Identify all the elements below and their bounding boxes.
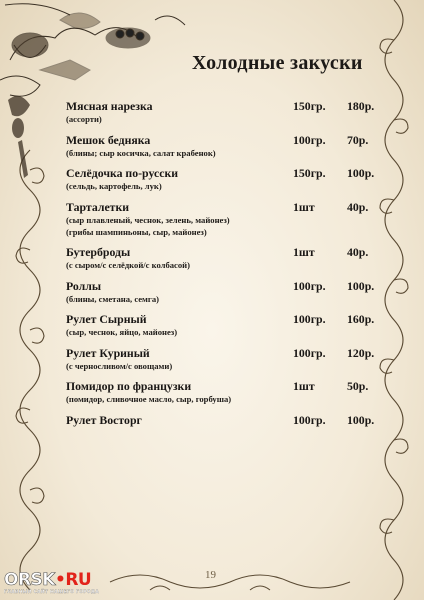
menu-item-quantity: 100гр. [293,278,326,293]
menu-item-description: (с черносливом/с овощами) [66,360,173,371]
menu-item-quantity: 100гр. [293,312,326,326]
menu-item [66,379,386,405]
menu-list [66,99,386,434]
menu-item [66,346,386,372]
menu-item-price: 120р. [347,345,375,360]
menu-item-description: (сельдь, картофель, лук) [66,181,162,191]
menu-item-quantity: 1шт [293,245,315,259]
menu-item-price: 100р. [347,412,375,427]
menu-item-description: (сыр плавленый, чеснок, зелень, майонез) [66,214,230,225]
menu-item-row [66,245,386,259]
page-number: 19 [205,569,216,581]
menu-item-price: 100р. [347,278,375,293]
menu-item-description: (грибы шампиньоны, сыр, майонез) [66,226,207,237]
menu-item-description: (помидор, сливочное масло, сыр, горбуша) [66,394,232,404]
menu-item [66,200,386,238]
menu-item-price: 100р. [347,166,375,180]
watermark-logo-part1: ORSK [4,570,55,590]
menu-item-quantity: 100гр. [293,345,326,360]
menu-item-row [66,133,386,147]
menu-item-name: Помидор по французки [66,379,192,393]
menu-item-name: Мешок бедняка [66,132,151,147]
menu-item-quantity: 1шт [293,379,315,393]
watermark-tagline: ГЛАВНЫЙ САЙТ НАШЕГО ГОРОДА [4,590,99,595]
menu-item-price: 40р. [347,245,369,259]
menu-item-price: 70р. [347,132,369,147]
menu-item [66,279,386,305]
menu-item-name: Бутерброды [66,245,131,259]
menu-item-description: (с сыром/с селёдкой/с колбасой) [66,260,190,270]
menu-item-row [66,379,386,393]
left-ornament-border [0,0,70,600]
menu-item-row [66,279,386,293]
menu-item-quantity: 150гр. [293,99,326,113]
menu-item-price: 160р. [347,312,375,326]
menu-item-quantity: 100гр. [293,412,326,427]
menu-item-quantity: 150гр. [293,166,326,180]
menu-item-name: Мясная нарезка [66,99,153,113]
page-title: Холодные закуски [192,52,363,74]
watermark-logo [4,572,99,595]
menu-item-row [66,413,386,427]
watermark-logo-part2: •RU [54,570,92,590]
menu-item [66,133,386,159]
menu-item-price: 50р. [347,379,369,393]
menu-item-name: Селёдочка по-русски [66,166,179,180]
menu-item-name: Рулет Куриный [66,345,150,360]
menu-item [66,312,386,338]
menu-item-row [66,346,386,360]
menu-item-description: (блины, сметана, семга) [66,293,159,304]
menu-item-description: (блины; сыр косичка, салат крабенок) [66,147,216,158]
menu-item-name: Тарталетки [66,199,130,214]
watermark-logo-mark [4,572,99,589]
menu-item-row [66,166,386,180]
menu-item-name: Рулет Сырный [66,312,147,326]
menu-item [66,413,386,427]
menu-item [66,99,386,125]
menu-item-row [66,200,386,214]
menu-item-price: 40р. [347,199,369,214]
menu-item-quantity: 100гр. [293,132,326,147]
menu-item-description: (сыр, чеснок, яйцо, майонез) [66,327,178,337]
menu-item-row [66,312,386,326]
menu-item-row [66,99,386,113]
menu-item-price: 180р. [347,99,375,113]
menu-item-name: Роллы [66,278,102,293]
menu-item-name: Рулет Восторг [66,412,142,427]
menu-item-quantity: 1шт [293,199,315,214]
menu-item [66,245,386,271]
menu-item [66,166,386,192]
menu-item-description: (ассорти) [66,114,102,124]
